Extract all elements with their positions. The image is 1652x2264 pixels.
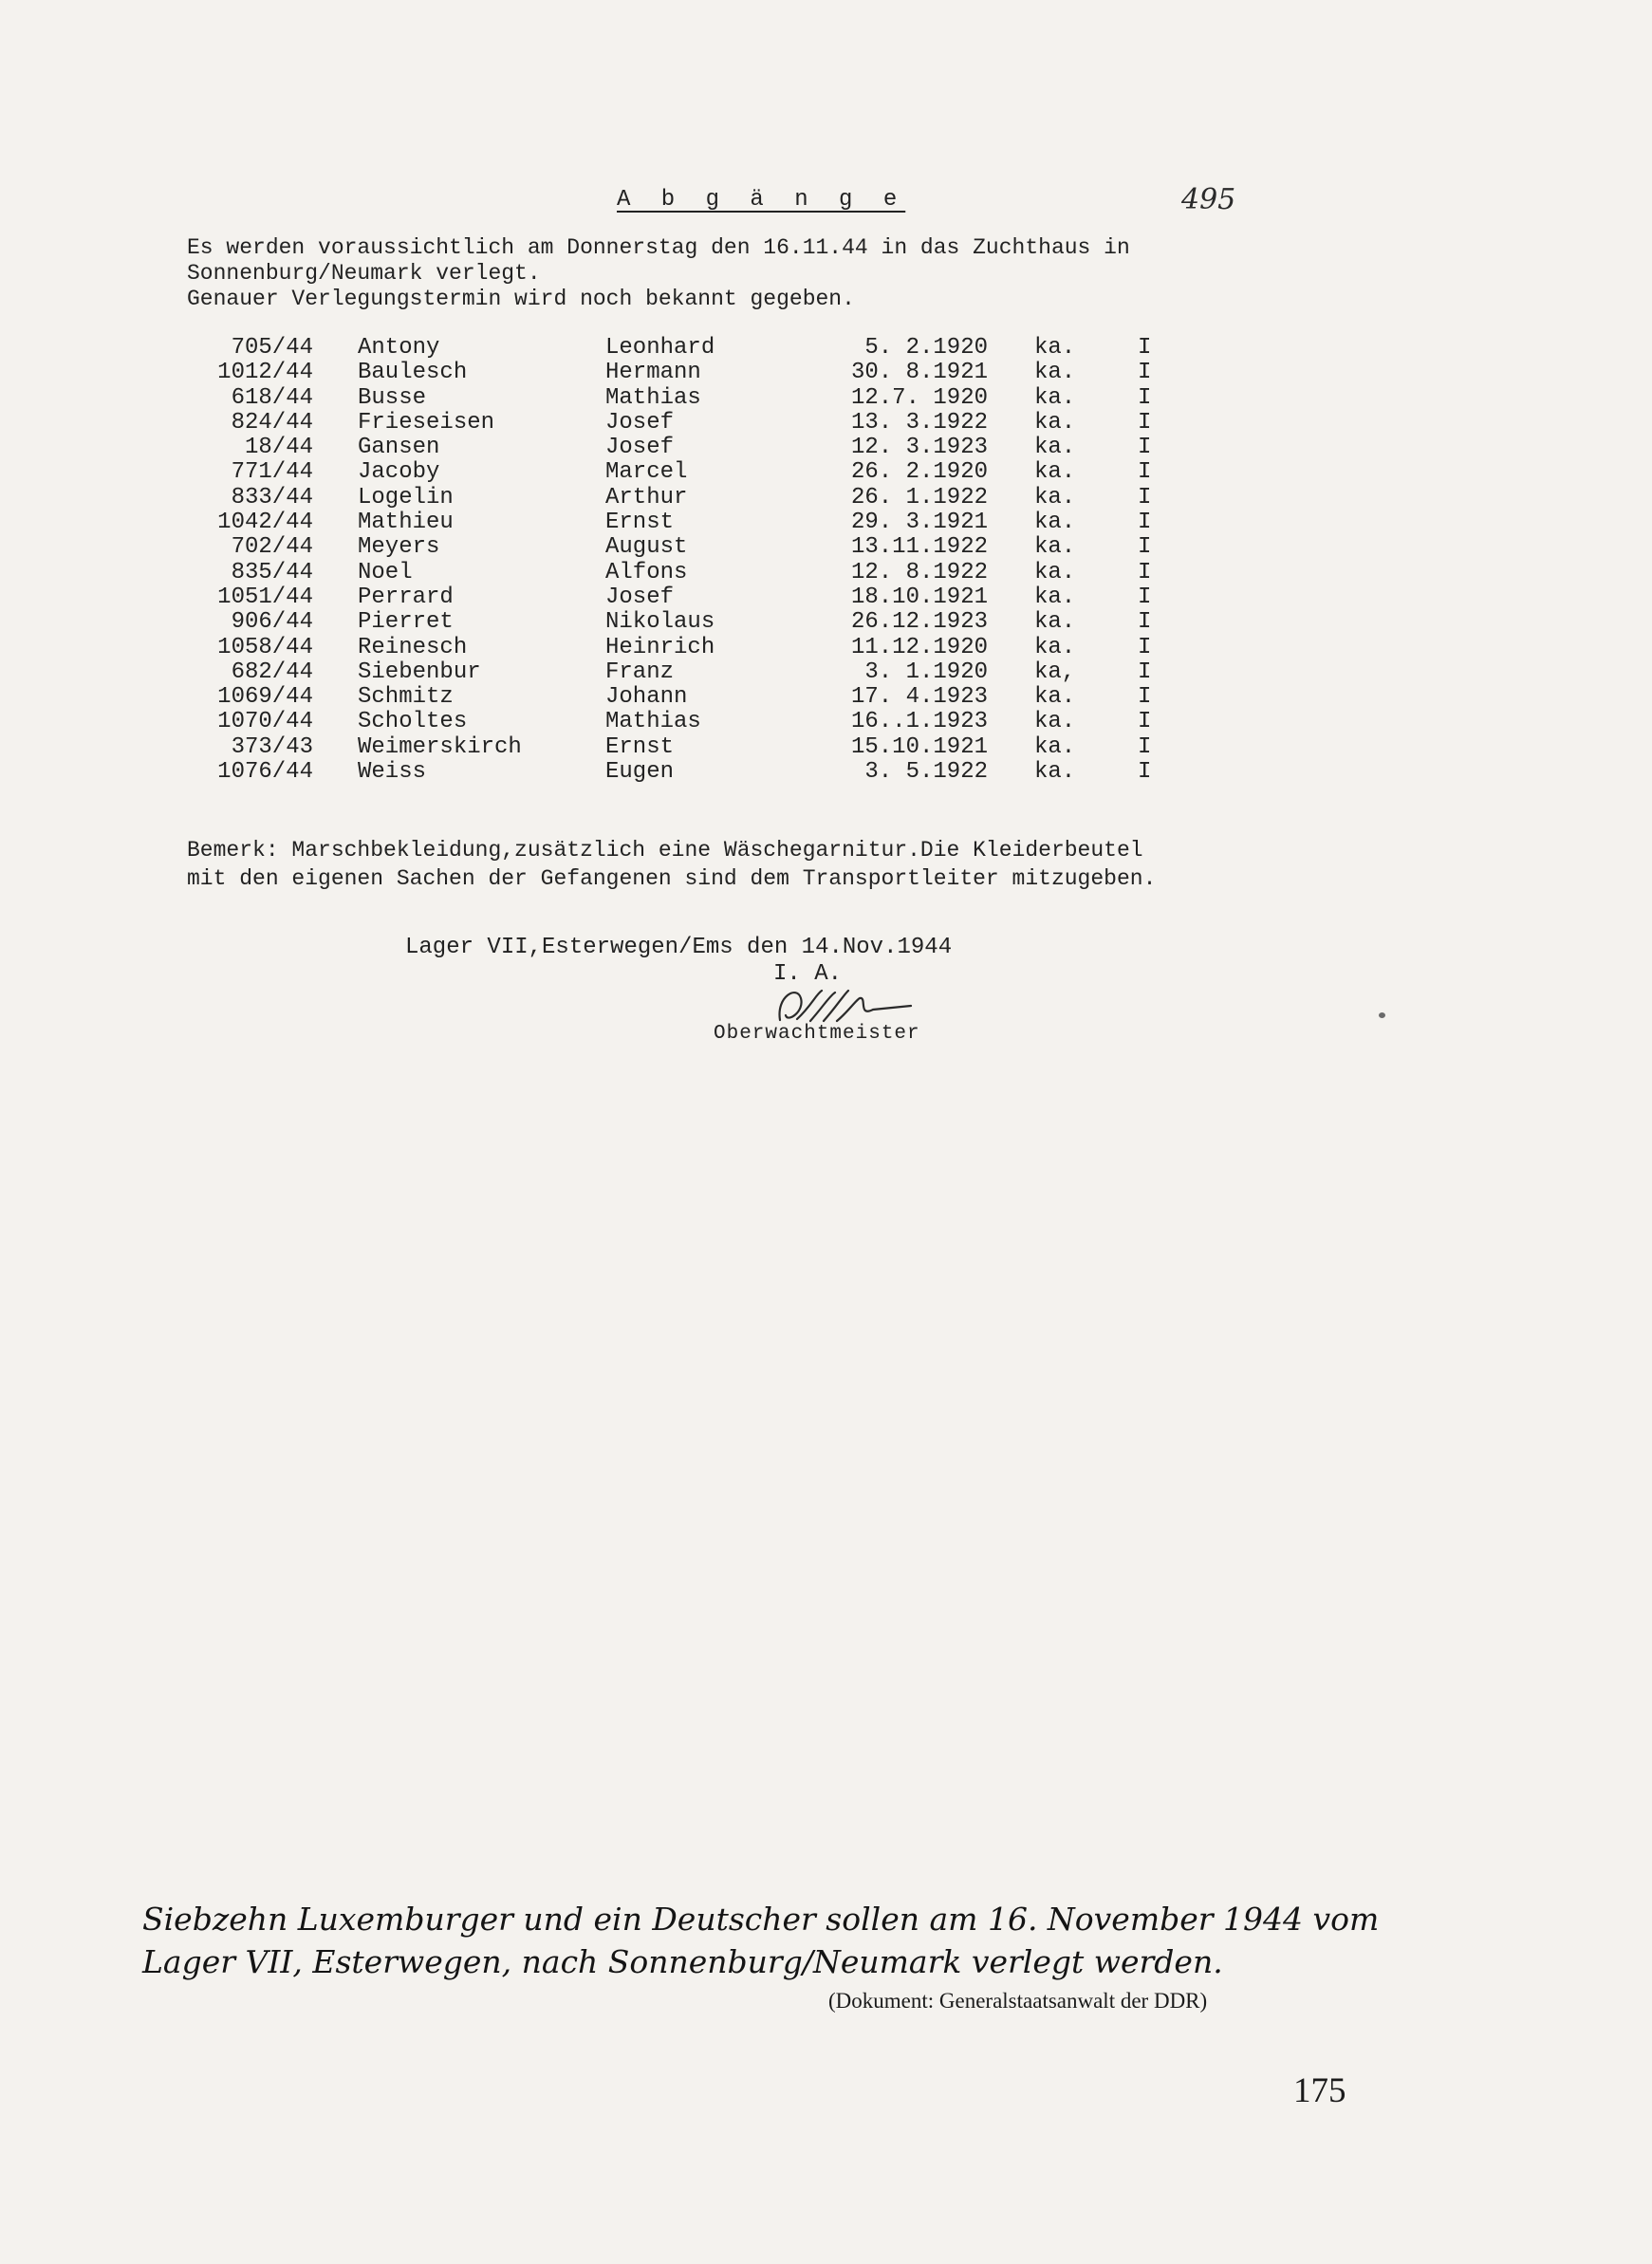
- prisoner-surname: Weiss: [358, 759, 427, 786]
- prisoner-number: 702/44: [231, 534, 313, 561]
- prisoner-first-name: Ernst: [605, 510, 675, 536]
- prisoner-first-name: Josef: [605, 409, 675, 436]
- prisoner-row: [195, 510, 1181, 534]
- prisoner-number: 1076/44: [217, 759, 313, 786]
- prisoner-birth-date: 5. 2.1920: [864, 335, 988, 361]
- prisoner-row: [195, 585, 1181, 609]
- prisoner-surname: Baulesch: [358, 360, 468, 386]
- prisoner-row: [195, 360, 1181, 384]
- prisoner-birth-date: 15.10.1921: [850, 733, 988, 760]
- paper-speck: [1379, 1012, 1385, 1018]
- prisoner-number: 373/43: [231, 733, 313, 760]
- prisoner-surname: Gansen: [358, 435, 440, 461]
- prisoner-class: I: [1138, 435, 1152, 461]
- prisoner-class: I: [1138, 709, 1152, 735]
- prisoner-surname: Mathieu: [358, 510, 454, 536]
- prisoner-ka: ka,: [1034, 659, 1076, 685]
- prisoner-ka: ka.: [1034, 709, 1076, 735]
- prisoner-surname: Busse: [358, 384, 427, 411]
- prisoner-number: 705/44: [231, 335, 313, 361]
- ia-mark: I. A.: [773, 961, 843, 987]
- prisoner-surname: Jacoby: [358, 459, 440, 486]
- prisoner-first-name: Franz: [605, 659, 675, 685]
- prisoner-first-name: Johann: [605, 684, 688, 711]
- prisoner-birth-date: 16..1.1923: [850, 709, 988, 735]
- prisoner-birth-date: 12. 3.1923: [850, 435, 988, 461]
- prisoner-class: I: [1138, 684, 1152, 711]
- prisoner-class: I: [1138, 584, 1152, 610]
- prisoner-surname: Logelin: [358, 484, 454, 510]
- prisoner-ka: ka.: [1034, 360, 1076, 386]
- prisoner-row: [195, 485, 1181, 510]
- prisoner-birth-date: 12.7. 1920: [850, 384, 988, 411]
- prisoner-class: I: [1138, 659, 1152, 685]
- prisoner-class: I: [1138, 459, 1152, 486]
- place-date: Lager VII,Esterwegen/Ems den 14.Nov.1944: [405, 935, 953, 960]
- prisoner-row: [195, 459, 1181, 484]
- prisoner-first-name: Alfons: [605, 559, 688, 585]
- prisoner-first-name: Hermann: [605, 360, 701, 386]
- prisoner-birth-date: 26.12.1923: [850, 609, 988, 636]
- prisoner-surname: Weimerskirch: [358, 733, 522, 760]
- prisoner-ka: ka.: [1034, 559, 1076, 585]
- prisoner-ka: ka.: [1034, 759, 1076, 786]
- prisoner-number: 1058/44: [217, 634, 313, 660]
- prisoner-ka: ka.: [1034, 484, 1076, 510]
- prisoner-number: 1012/44: [217, 360, 313, 386]
- prisoner-surname: Meyers: [358, 534, 440, 561]
- caption-line: Siebzehn Luxemburger und ein Deutscher sollen am 16. November 1944 vom: [142, 1901, 1380, 1938]
- prisoner-class: I: [1138, 733, 1152, 760]
- prisoner-row: [195, 385, 1181, 410]
- prisoner-birth-date: 3. 1.1920: [864, 659, 988, 685]
- prisoner-number: 835/44: [231, 559, 313, 585]
- prisoner-class: I: [1138, 409, 1152, 436]
- prisoner-class: I: [1138, 335, 1152, 361]
- prisoner-surname: Perrard: [358, 584, 454, 610]
- prisoner-first-name: Heinrich: [605, 634, 715, 660]
- prisoner-surname: Schmitz: [358, 684, 454, 711]
- prisoner-row: [195, 560, 1181, 585]
- prisoner-number: 1069/44: [217, 684, 313, 711]
- prisoner-number: 18/44: [244, 435, 313, 461]
- prisoner-number: 1051/44: [217, 584, 313, 610]
- prisoner-first-name: Eugen: [605, 759, 675, 786]
- prisoner-number: 1070/44: [217, 709, 313, 735]
- prisoner-number: 1042/44: [217, 510, 313, 536]
- prisoner-ka: ka.: [1034, 584, 1076, 610]
- prisoner-first-name: Mathias: [605, 709, 701, 735]
- prisoner-number: 682/44: [231, 659, 313, 685]
- prisoner-ka: ka.: [1034, 684, 1076, 711]
- document-title: A b g ä n g e: [617, 187, 906, 213]
- prisoner-ka: ka.: [1034, 459, 1076, 486]
- prisoner-birth-date: 26. 1.1922: [850, 484, 988, 510]
- intro-line: Genauer Verlegungstermin wird noch bekannt gegeben.: [187, 287, 855, 311]
- prisoner-birth-date: 30. 8.1921: [850, 360, 988, 386]
- prisoner-class: I: [1138, 609, 1152, 636]
- prisoner-number: 833/44: [231, 484, 313, 510]
- prisoner-birth-date: 18.10.1921: [850, 584, 988, 610]
- prisoner-class: I: [1138, 360, 1152, 386]
- prisoner-ka: ka.: [1034, 510, 1076, 536]
- prisoner-list: [195, 335, 1181, 784]
- prisoner-number: 618/44: [231, 384, 313, 411]
- prisoner-row: [195, 435, 1181, 459]
- prisoner-surname: Frieseisen: [358, 409, 495, 436]
- prisoner-birth-date: 11.12.1920: [850, 634, 988, 660]
- prisoner-surname: Noel: [358, 559, 413, 585]
- prisoner-class: I: [1138, 384, 1152, 411]
- prisoner-surname: Pierret: [358, 609, 454, 636]
- prisoner-row: [195, 635, 1181, 659]
- note-line: mit den eigenen Sachen der Gefangenen sind dem Transportleiter mitzugeben.: [187, 866, 1157, 891]
- prisoner-class: I: [1138, 759, 1152, 786]
- handwritten-number: 495: [1181, 183, 1236, 216]
- prisoner-row: [195, 734, 1181, 759]
- prisoner-first-name: Nikolaus: [605, 609, 715, 636]
- prisoner-class: I: [1138, 634, 1152, 660]
- prisoner-surname: Siebenbur: [358, 659, 481, 685]
- prisoner-class: I: [1138, 559, 1152, 585]
- page-number: 175: [1293, 2071, 1346, 2110]
- prisoner-ka: ka.: [1034, 409, 1076, 436]
- signatory-rank: Oberwachtmeister: [714, 1023, 920, 1045]
- prisoner-ka: ka.: [1034, 634, 1076, 660]
- prisoner-row: [195, 609, 1181, 634]
- caption-line: Lager VII, Esterwegen, nach Sonnenburg/Neumark verlegt werden.: [142, 1943, 1223, 1980]
- prisoner-first-name: Josef: [605, 584, 675, 610]
- prisoner-number: 906/44: [231, 609, 313, 636]
- prisoner-birth-date: 29. 3.1921: [850, 510, 988, 536]
- note-line: Bemerk: Marschbekleidung,zusätzlich eine Wäschegarnitur.Die Kleiderbeutel: [187, 838, 1143, 863]
- prisoner-row: [195, 709, 1181, 733]
- prisoner-class: I: [1138, 484, 1152, 510]
- prisoner-ka: ka.: [1034, 335, 1076, 361]
- prisoner-birth-date: 13. 3.1922: [850, 409, 988, 436]
- prisoner-number: 771/44: [231, 459, 313, 486]
- prisoner-first-name: Ernst: [605, 733, 675, 760]
- prisoner-row: [195, 759, 1181, 784]
- prisoner-class: I: [1138, 534, 1152, 561]
- prisoner-class: I: [1138, 510, 1152, 536]
- prisoner-first-name: Mathias: [605, 384, 701, 411]
- prisoner-row: [195, 410, 1181, 435]
- prisoner-surname: Scholtes: [358, 709, 468, 735]
- prisoner-ka: ka.: [1034, 435, 1076, 461]
- prisoner-number: 824/44: [231, 409, 313, 436]
- prisoner-birth-date: 12. 8.1922: [850, 559, 988, 585]
- prisoner-ka: ka.: [1034, 534, 1076, 561]
- prisoner-first-name: Arthur: [605, 484, 688, 510]
- prisoner-surname: Reinesch: [358, 634, 468, 660]
- intro-line: Es werden voraussichtlich am Donnerstag den 16.11.44 in das Zuchthaus in: [187, 235, 1130, 260]
- prisoner-birth-date: 3. 5.1922: [864, 759, 988, 786]
- prisoner-row: [195, 335, 1181, 360]
- prisoner-birth-date: 17. 4.1923: [850, 684, 988, 711]
- prisoner-first-name: Marcel: [605, 459, 688, 486]
- prisoner-ka: ka.: [1034, 609, 1076, 636]
- prisoner-first-name: August: [605, 534, 688, 561]
- prisoner-birth-date: 26. 2.1920: [850, 459, 988, 486]
- prisoner-row: [195, 684, 1181, 709]
- prisoner-first-name: Josef: [605, 435, 675, 461]
- prisoner-row: [195, 534, 1181, 559]
- prisoner-surname: Antony: [358, 335, 440, 361]
- caption-source: (Dokument: Generalstaatsanwalt der DDR): [828, 1989, 1208, 2013]
- intro-line: Sonnenburg/Neumark verlegt.: [187, 261, 541, 286]
- prisoner-ka: ka.: [1034, 384, 1076, 411]
- prisoner-first-name: Leonhard: [605, 335, 715, 361]
- prisoner-birth-date: 13.11.1922: [850, 534, 988, 561]
- prisoner-ka: ka.: [1034, 733, 1076, 760]
- prisoner-row: [195, 659, 1181, 684]
